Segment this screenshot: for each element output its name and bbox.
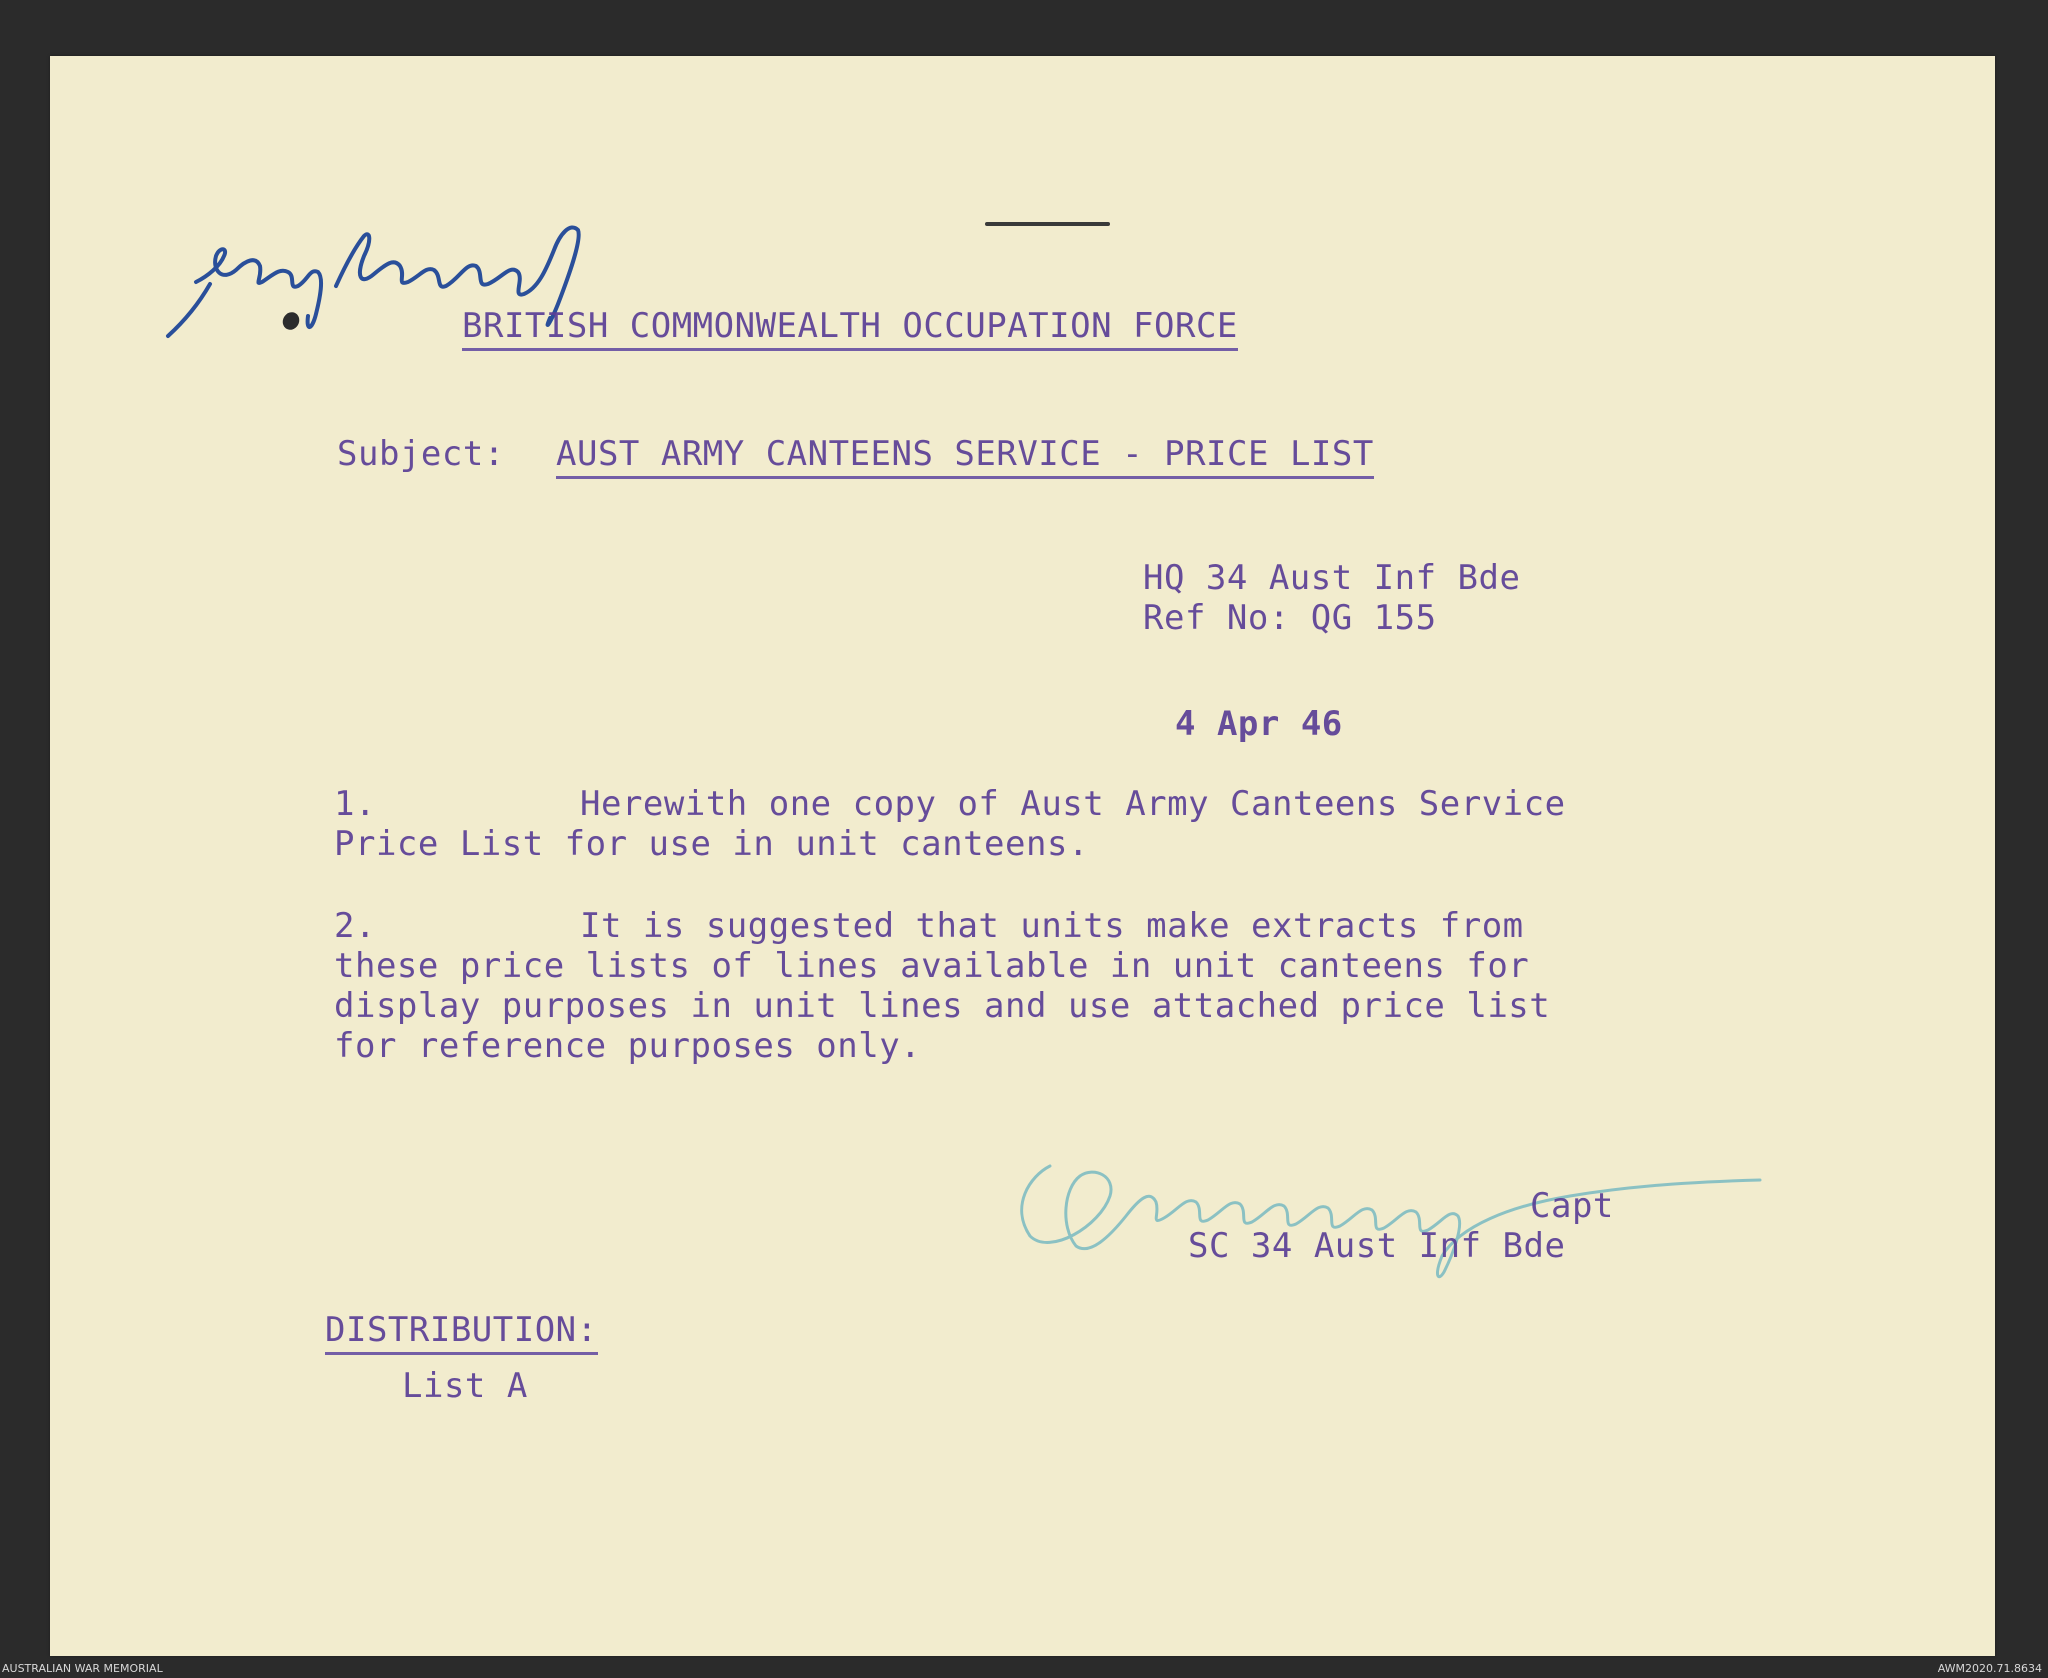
paragraph-2-line-3: display purposes in unit lines and use attached price list — [334, 986, 1551, 1026]
reference-number: Ref No: QG 155 — [1143, 598, 1437, 638]
paragraph-2-line-2: these price lists of lines available in unit canteens for — [334, 946, 1530, 986]
paragraph-2-line-4: for reference purposes only. — [334, 1026, 922, 1066]
subject-label: Subject: — [337, 434, 505, 474]
signatory-rank: Capt — [1530, 1186, 1614, 1226]
footer-accession-number: AWM2020.71.8634 — [1937, 1662, 2042, 1675]
organisation-title: BRITISH COMMONWEALTH OCCUPATION FORCE — [462, 306, 1238, 351]
document-date: 4 Apr 46 — [1175, 704, 1343, 744]
signatory-unit: SC 34 Aust Inf Bde — [1188, 1226, 1566, 1266]
footer-source: AUSTRALIAN WAR MEMORIAL — [2, 1662, 163, 1675]
distribution-list: List A — [402, 1366, 528, 1406]
document-page — [50, 56, 1995, 1656]
hq-line: HQ 34 Aust Inf Bde — [1143, 558, 1521, 598]
staple-mark — [985, 222, 1110, 226]
subject-title: AUST ARMY CANTEENS SERVICE - PRICE LIST — [556, 434, 1374, 479]
distribution-label: DISTRIBUTION: — [325, 1310, 598, 1355]
paragraph-2-line-1: It is suggested that units make extracts from — [580, 906, 1524, 946]
paragraph-1-line-2: Price List for use in unit canteens. — [334, 824, 1089, 864]
paragraph-1-line-1: Herewith one copy of Aust Army Canteens Service — [580, 784, 1566, 824]
paragraph-1-number: 1. — [334, 784, 376, 824]
paragraph-2-number: 2. — [334, 906, 376, 946]
